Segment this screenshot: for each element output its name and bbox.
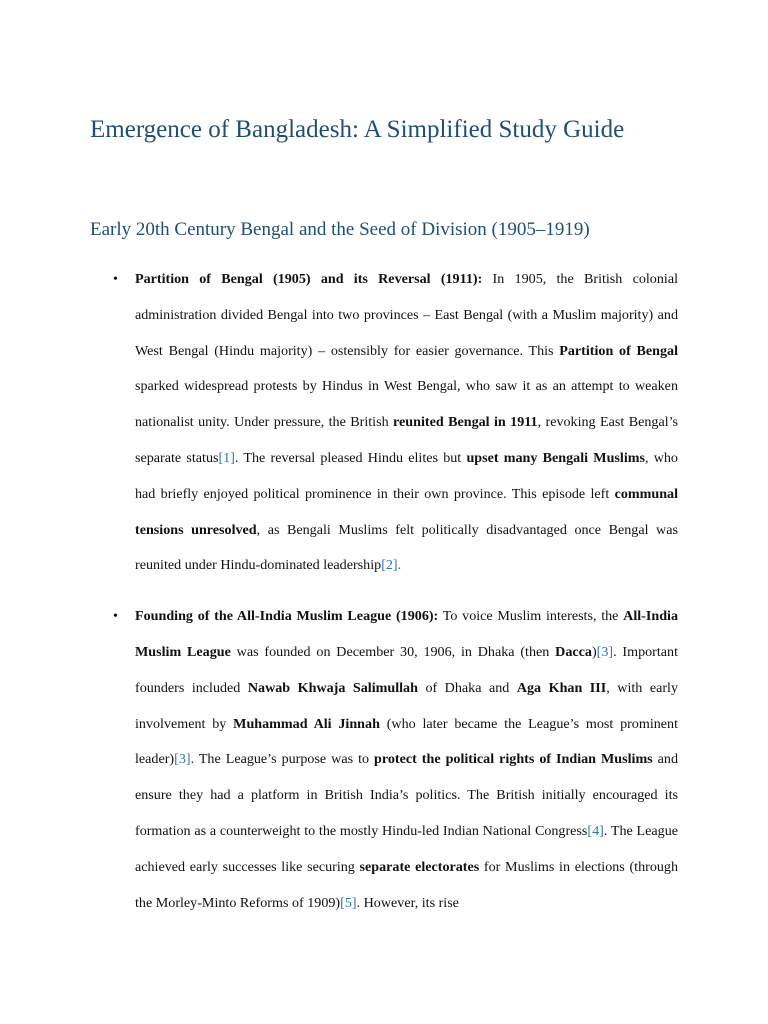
citation-link[interactable]: [4] (587, 822, 604, 839)
text-run: , as Bengali Muslims felt politically disadvantaged once Bengal was reunited under Hindu-dominated leadership (135, 521, 678, 574)
text-run: In 1905, the British colonial administration divided Bengal into two provinces – East Bengal (with a Muslim majority) and West Bengal (Hindu majority) – ostensibly for easier governance. This (135, 271, 678, 359)
bold-phrase: Partition of Bengal (1905) and its Reversal (1911): (135, 271, 483, 287)
bold-phrase: upset many Bengali Muslims (466, 449, 645, 466)
bold-phrase: Partition of Bengal (559, 342, 678, 359)
bullet-list (113, 262, 679, 921)
text-run: . The League achieved early successes like securing (135, 822, 678, 875)
text-run: and ensure they had a platform in British India’s politics. The British initially encouraged its formation as a counterweight to the mostly Hindu-led Indian National Congress (135, 751, 679, 839)
bullet-icon: • (113, 609, 118, 625)
bold-phrase: Aga Khan III (516, 679, 607, 696)
text-run: . The League’s purpose was to (190, 751, 375, 768)
text-run: . However, its rise (356, 894, 459, 911)
bold-phrase: Founding of the All-India Muslim League (1906): (135, 608, 439, 625)
bold-phrase: Muhammad Ali Jinnah (233, 715, 380, 732)
text-run: , revoking East Bengal’s separate status (135, 414, 679, 466)
bold-phrase: All-India Muslim League (135, 608, 678, 660)
citation-link[interactable]: [1] (218, 449, 235, 466)
citation-link[interactable]: [3] (174, 751, 191, 768)
text-run: To voice Muslim interests, the (438, 608, 624, 625)
bold-phrase: Dacca (555, 643, 592, 660)
bold-phrase: reunited Bengal in 1911 (393, 414, 538, 431)
text-run: . Important founders included (135, 643, 678, 696)
text-run: , with early involvement by (135, 679, 678, 732)
citation-link[interactable]: . (397, 557, 402, 574)
text-run: . The reversal pleased Hindu elites but (234, 449, 467, 466)
list-item (113, 599, 679, 921)
citation-link[interactable]: [2] (381, 557, 398, 574)
text-run: of Dhaka and (417, 679, 517, 696)
paragraph-text (135, 608, 678, 910)
paragraph-text (135, 271, 678, 573)
text-run: ) (591, 643, 597, 660)
text-run: for Muslims in elections (through the Morley-Minto Reforms of 1909) (135, 858, 679, 911)
text-run: was founded on December 30, 1906, in Dhaka (then (230, 643, 556, 660)
bullet-icon: • (113, 272, 118, 287)
bold-phrase: separate electorates (359, 858, 480, 875)
list-item (113, 262, 679, 584)
bold-phrase: communal tensions unresolved (135, 485, 678, 538)
bold-phrase: protect the political rights of Indian Muslims (374, 751, 653, 768)
text-run: sparked widespread protests by Hindus in West Bengal, who saw it as an attempt to weaken nationalist unity. Under pressure, the British (135, 378, 678, 431)
citation-link[interactable]: [5] (340, 894, 357, 911)
bold-phrase: Nawab Khwaja Salimullah (247, 679, 418, 696)
section-heading: Early 20th Century Bengal and the Seed of Division (1905–1919) (90, 219, 590, 240)
text-run: , who had briefly enjoyed political prominence in their own province. This episode left (135, 449, 678, 502)
document-title: Emergence of Bangladesh: A Simplified Study Guide (90, 116, 625, 143)
text-run: (who later became the League’s most prominent leader) (135, 715, 678, 768)
citation-link[interactable]: [3] (596, 643, 614, 660)
